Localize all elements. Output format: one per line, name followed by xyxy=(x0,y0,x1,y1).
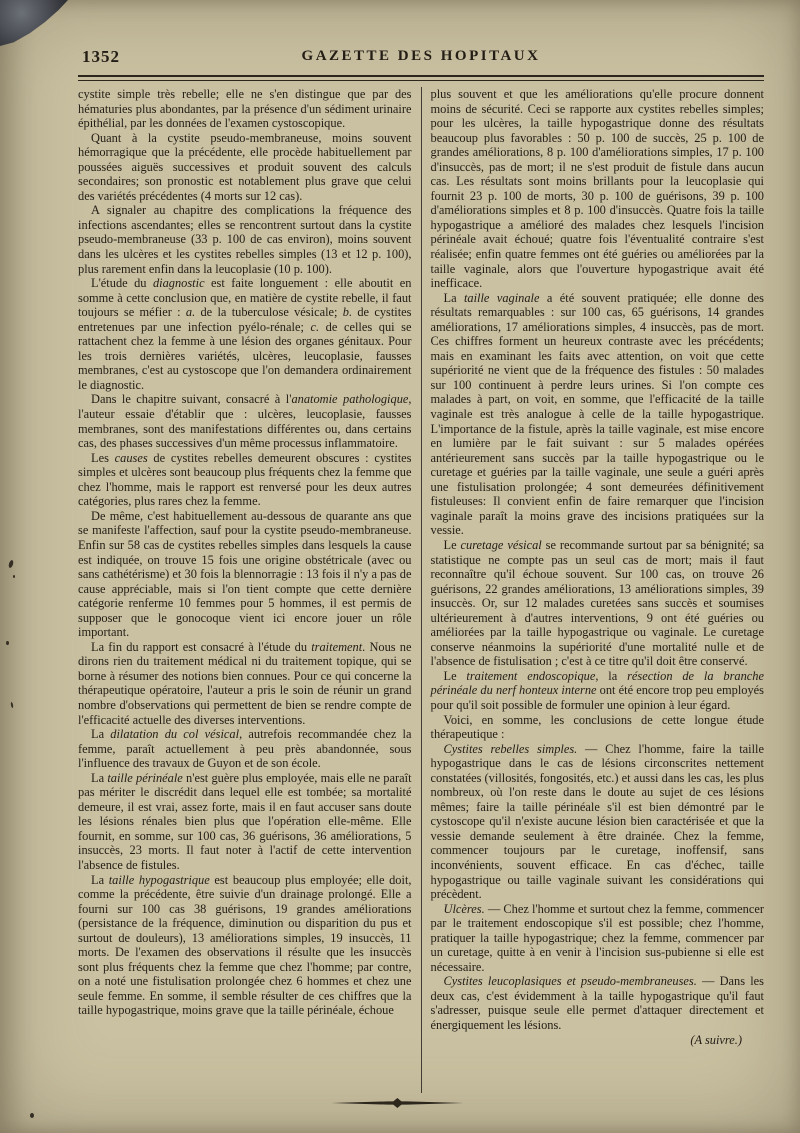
ink-speck xyxy=(30,1113,34,1118)
corner-stain xyxy=(0,0,68,46)
paragraph: Ulcères. — Chez l'homme et surtout chez la femme, commencer par le traitement endoscopique s'il est possible; chez l'homme, pratiquer la taille hypogastrique; chez la femme, commencer par un curetage, quitte à en venir à l'incision sus-pubienne si elle est nécessaire. xyxy=(430,901,764,974)
paragraph: Cystites rebelles simples. — Chez l'homme, faire la taille hypogastrique dans le cas de lésions circonscrites nettement constatées (villosités, fongosités, etc.) et aussi dans les cas, les plus nombreux, où l'on reste dans le doute au sujet de ces lésions mêmes; faire la taille périnéale s'il est bien démontré par le cystoscope qu'il n'existe aucune lésion bien caractérisée et que la vessie demande seulement à être drainée. Chez la femme, commencer toujours par le curetage, inoffensif, sans inconvénients, souvent efficace. En cas d'échec, taille hypogastrique ou taille vaginale suivant les considérations qui précèdent. xyxy=(430,741,764,902)
paragraph: La taille périnéale n'est guère plus employée, mais elle ne paraît pas mériter le discrédit dans lequel elle est tombée; sa mortalité demeure, il est vrai, assez forte, mais il en faut accuser sans doute les lésions rénales bien plus que l'opération elle-même. Elle fournit, en somme, sur 100 cas, 36 guérisons, 36 améliorations, 5 insuccès, 23 morts. Il faut noter à l'actif de cette intervention l'absence de fistules. xyxy=(78,770,412,872)
paragraph: A signaler au chapitre des complications la fréquence des infections ascendantes; elles se rencontrent surtout dans la cystite pseudo-membraneuse (33 p. 100 de cas environ), moins souvent dans les ulcères et les cystites rebelles simples (13 et 12 p. 100), plus rarement enfin dans la leucoplasie (10 p. 100). xyxy=(78,203,412,276)
paragraph: L'étude du diagnostic est faite longuement : elle aboutit en somme à cette conclusion que, en matière de cystite rebelle, il faut toujours se méfier : a. de la tuberculose vésicale; b. de cystites entretenues par une infection pyélo-rénale; c. de celles qui se rattachent chez la femme à une lésion des organes génitaux. Pour les trois dernières variétés, ulcères, leucoplasie, fausses membranes, c'est au cystoscope que l'on demandera ordinairement le diagnostic. xyxy=(78,276,412,392)
page-number: 1352 xyxy=(82,47,120,66)
paragraph: De même, c'est habituellement au-dessous de quarante ans que se manifeste l'affection, sauf pour la cystite pseudo-membraneuse. Enfin sur 58 cas de cystites rebelles simples dans lesquels la cause est indiquée, on trouve 15 fois une origine obstétricale (avec ou sans cathétérisme) et 30 fois la blennorragie : 13 fois il n'y a pas de cause appréciable, mais si l'on tient compte que cette dernière catégorie renferme 10 femmes pour 5 hommes, il est permis de supposer que le gonocoque vient ici encore jouer un rôle important. xyxy=(78,508,412,640)
header-double-rule xyxy=(78,75,764,81)
paragraph: Le traitement endoscopique, la résection de la branche périnéale du nerf honteux interne ont été encore trop peu employés pour qu'il soit possible de formuler une opinion à leur égard. xyxy=(430,668,764,712)
paragraph: La dilatation du col vésical, autrefois recommandée chez la femme, paraît actuellement à peu près abandonnée, sous l'influence des travaux de Guyon et de son école. xyxy=(78,727,412,771)
paragraph: cystite simple très rebelle; elle ne s'en distingue que par des hématuries plus abondantes, par la présence d'un sédiment urinaire épithélial, par les données de l'examen cystoscopique. xyxy=(78,87,412,131)
journal-title: GAZETTE DES HOPITAUX xyxy=(301,48,541,64)
paragraph: La taille vaginale a été souvent pratiquée; elle donne des résultats remarquables : sur 100 cas, 65 guérisons, 14 grandes améliorations, 17 améliorations simples, 4 insuccès, pas de mort. Ces chiffres forment un heureux contraste avec les précédents; mais en examinant les faits avec attention, on voit que cette supériorité ne vient que de la fréquence des fistules : 50 malades sur 100 continuent à perdre leurs urines. Si l'on compte ces malades à part, on voit, en somme, que l'efficacité de la taille vaginale est très analogue à celle de la taille hypogastrique. L'importance de la fistule, après la taille vaginale, est mise encore en lumière par le fait suivant : sur 5 malades opérées antérieurement sans succès par la taille hypogastrique ou le curetage et guéries par la taille vaginale, une seule a guéri après une fistulisation prolongée; 4 sont demeurées définitivement fistuleuses: Il convient enfin de faire remarquer que l'incision vaginale paraît la moins grave des incisions pratiquées sur la vessie. xyxy=(430,290,764,538)
paragraph: Les causes de cystites rebelles demeurent obscures : cystites simples et ulcères sont beaucoup plus fréquents chez la femme que chez l'homme, mais le rapport est renversé pour les deux autres catégories, plus rares chez la femme. xyxy=(78,450,412,509)
paragraph: Dans le chapitre suivant, consacré à l'anatomie pathologique, l'auteur essaie d'établir que : ulcères, leucoplasie, fausses membranes, sont des manifestations différentes ou, dans certains cas, des phases successives d'un même processus inflammatoire. xyxy=(78,392,412,451)
ink-speck xyxy=(8,560,14,569)
paragraph: Quant à la cystite pseudo-membraneuse, moins souvent hémorragique que la précédente, elle procède habituellement par poussées aiguës successives et produit souvent des calculs secondaires; son pronostic est notablement plus grave que celui des variétés précédentes (4 morts sur 12 cas). xyxy=(78,130,412,203)
ink-speck xyxy=(6,641,9,645)
paragraph: Voici, en somme, les conclusions de cette longue étude thérapeutique : xyxy=(430,712,764,742)
ink-speck xyxy=(10,702,13,708)
paragraph: Cystites leucoplasiques et pseudo-membraneuses. — Dans les deux cas, c'est évidemment à la taille hypogastrique qu'il faut s'adresser, puisque seule elle permet d'attaquer directement et énergiquement les lésions. xyxy=(430,974,764,1032)
article-body xyxy=(78,87,764,1093)
paragraph: (A suivre.) xyxy=(690,1032,742,1047)
page-header xyxy=(78,46,764,70)
ink-speck xyxy=(13,575,15,578)
paragraph: La fin du rapport est consacré à l'étude du traitement. Nous ne dirons rien du traitement médical ni du traitement topique, qui se borne à résumer des notions bien connues. Pour ce qui concerne la thérapeutique opératoire, l'auteur a pris le soin de réunir un grand nombre d'observations qui permettent de bien se rendre compte de l'efficacité actuelle des diverses interventions. xyxy=(78,639,412,727)
paragraph: Le curetage vésical se recommande surtout par sa bénignité; sa statistique ne compte pas un seul cas de mort; mais il faut reconnaître qu'il échoue souvent. Sur 100 cas, on trouve 26 guérisons, 22 grandes améliorations, 13 améliorations simples, 39 insuccès. Or, sur 12 malades curetées sans succès et soumises ultérieurement à d'autres interventions, 9 ont été guéries ou améliorées par la taille hypogastrique ou vaginale. Le curetage conserve néanmoins la supériorité d'une mortalité nulle et de l'absence de fistulisation ; c'est à ce titre qu'il doit être conservé. xyxy=(430,537,764,669)
right-column xyxy=(422,87,765,1093)
paragraph: plus souvent et que les améliorations qu'elle procure donnent moins de sécurité. Ceci se rapporte aux cystites rebelles simples; pour les ulcères, la taille hypogastrique donne des résultats beaucoup plus favorables : 50 p. 100 de succès, 25 p. 100 de grandes améliorations, 8 p. 100 d'améliorations simples, 17 p. 100 d'insuccès, pas de mort; il ne s'est produit de fistule dans aucun cas. Les résultats sont moins brillants pour la leucoplasie qui fournit 23 p. 100 de morts, 30 p. 100 de guérisons, 39 p. 100 d'améliorations simples et 8 p. 100 d'insuccès. Quatre fois la taille hypogastrique a amélioré des malades chez lesquels l'incision périnéale avait échoué; quatre fois l'éventualité contraire s'est réalisée; enfin quatre femmes ont été guéries ou améliorées par la taille vaginale, alors que l'ouverture hypogastrique avait été inefficace. xyxy=(430,87,764,291)
column-divider xyxy=(421,87,422,1093)
paragraph: La taille hypogastrique est beaucoup plus employée; elle doit, comme la précédente, être suivie d'un drainage prolongé. Elle a fourni sur 100 cas 38 guérisons, 19 grandes améliorations (persistance de la fréquence, diminution ou disparition du pus et surtout de douleurs), 13 améliorations simples, 19 insuccès, 11 morts. De l'examen des observations il résulte que les insuccès sont plus fréquents chez la femme que chez l'homme; par contre, on a noté une fistulisation prolongée chez 6 hommes et chez une seule femme. En somme, il semble résulter de ces chiffres que la taille hypogastrique, moins grave que la taille périnéale, échoue xyxy=(78,872,412,1018)
left-column xyxy=(78,87,421,1093)
section-divider-ornament-icon xyxy=(331,1098,463,1108)
